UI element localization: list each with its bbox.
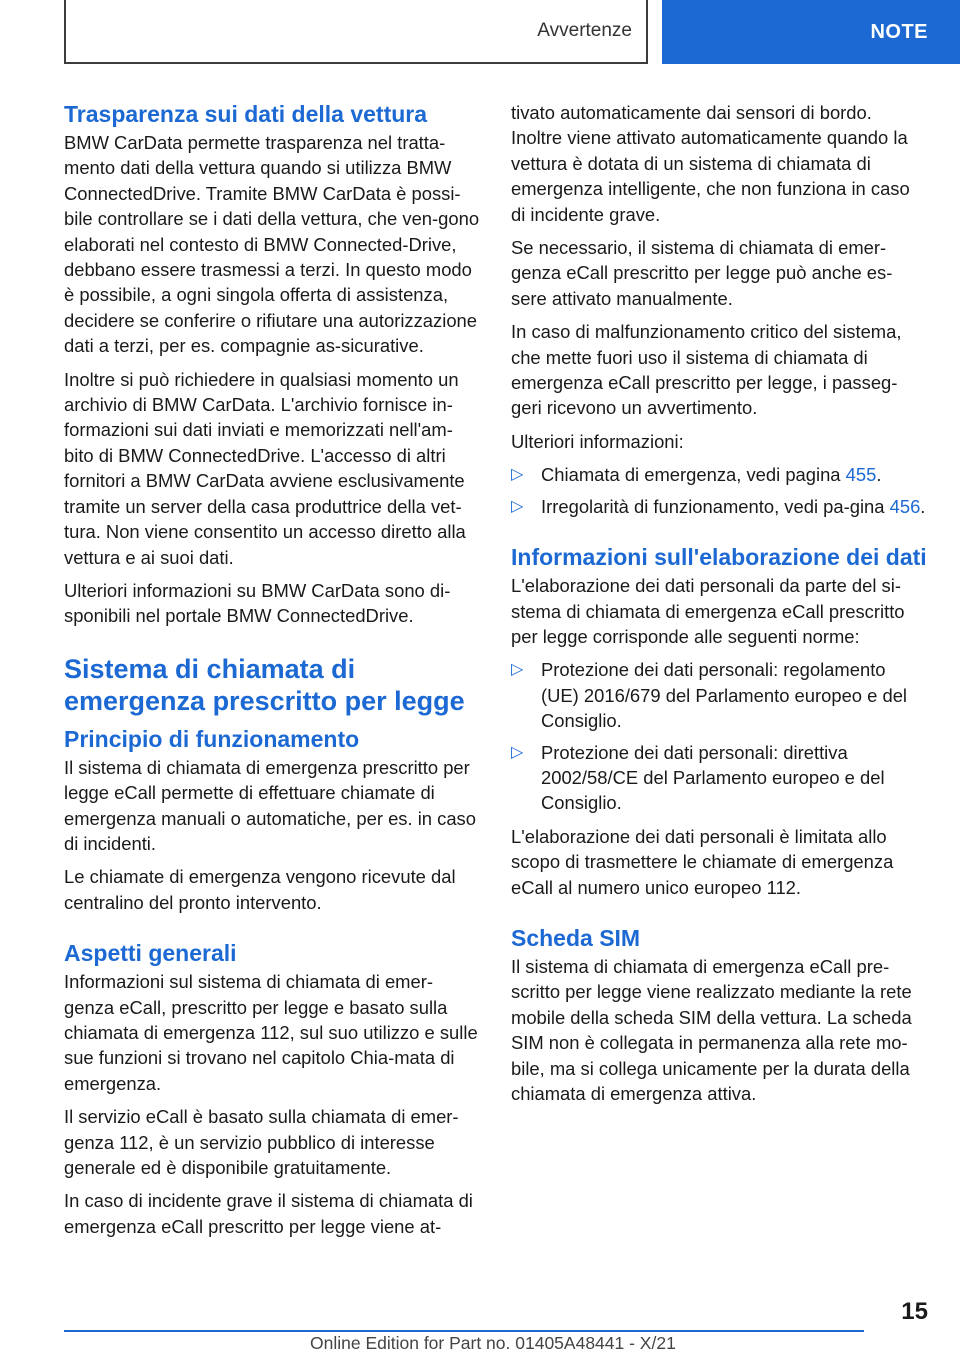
list-item: [511, 657, 927, 733]
triangle-bullet-icon: ▷: [511, 497, 524, 515]
footer-divider: [64, 1330, 864, 1332]
paragraph: Il servizio eCall è basato sulla chiamata di emer-genza 112, è un servizio pubblico di interesse generale ed è disponibile gratuitamente.: [64, 1106, 459, 1178]
list-item: ▷ Irregolarità di funzionamento, vedi pa-gina 456.: [511, 494, 927, 519]
list-item-text: Protezione dei dati personali: regolamento (UE) 2016/679 del Parlamento europeo e del Consiglio.: [541, 659, 908, 732]
heading-scheda-sim: Scheda SIM: [511, 924, 641, 951]
header-chapter-tab: [662, 0, 960, 64]
heading-aspetti: Aspetti generali: [64, 940, 237, 967]
footer-edition: Online Edition for Part no. 01405A48441 - X/21: [310, 1333, 676, 1353]
paragraph: Se necessario, il sistema di chiamata di emer-genza eCall prescritto per legge può anche es-sere attivato manualmente.: [511, 237, 893, 309]
heading-principio: Principio di funzionamento: [64, 725, 360, 752]
list-item-text: Chiamata di emergenza, vedi pagina: [541, 464, 846, 486]
paragraph: Il sistema di chiamata di emergenza eCall pre-scritto per legge viene realizzato mediante la rete mobile della scheda SIM della vettura. La scheda SIM non è collegata in permanenza alla rete mo-bile, ma si collega unicamente per la durata della chiamata di emergenza attiva.: [511, 955, 912, 1104]
reference-list: [511, 462, 927, 519]
paragraph: L'elaborazione dei dati personali è limitata allo scopo di trasmettere le chiamate di emergenza eCall al numero unico europeo 112.: [511, 825, 894, 898]
header-section-title: [64, 0, 648, 64]
heading-trasparenza: Trasparenza sui dati della vettura: [64, 101, 428, 127]
header-section-label: Avvertenze: [537, 20, 632, 41]
paragraph: Ulteriori informazioni:: [511, 430, 684, 452]
paragraph: In caso di malfunzionamento critico del sistema, che mette fuori uso il sistema di chiamata di emergenza eCall prescritto per legge, i passeg-geri ricevono un avvertimento.: [511, 321, 902, 419]
header-chapter-label: NOTE: [870, 20, 928, 43]
paragraph: Le chiamate di emergenza vengono ricevute dal centralino del pronto intervento.: [64, 866, 456, 913]
paragraph: In caso di incidente grave il sistema di chiamata di emergenza eCall prescritto per legge viene at-: [64, 1190, 473, 1237]
page-link[interactable]: 456: [889, 495, 921, 517]
paragraph: Informazioni sul sistema di chiamata di emer-genza eCall, prescritto per legge e basato sulla chiamata di emergenza 112, sul suo utilizzo e sulle sue funzioni si trovano nel capitolo Chia-mata di emergenza.: [64, 971, 478, 1094]
triangle-bullet-icon: ▷: [511, 466, 524, 484]
list-item-text: Irregolarità di funzionamento, vedi pa-gina: [541, 495, 890, 517]
triangle-bullet-icon: ▷: [511, 661, 524, 679]
heading-sistema-chiamata: Sistema di chiamata di emergenza prescritto per legge: [64, 653, 465, 716]
paragraph: BMW CarData permette trasparenza nel tratta-mento dati della vettura quando si utilizza BMW ConnectedDrive. Tramite BMW CarData è possi-bile controllare se i dati della vettura, che ven-gono elaborati nel contesto di BMW Connected-Drive, debbano essere trasmessi a terzi. In questo modo è possibile, a ogni singola offerta di assistenza, decidere se conferire o rifiutare una autorizzazione dati a terzi, per es. compagnie as-sicurative.: [64, 132, 480, 357]
list-item-text: Protezione dei dati personali: direttiva 2002/58/CE del Parlamento europeo e del Consiglio.: [541, 741, 885, 814]
paragraph: Ulteriori informazioni su BMW CarData sono di-sponibili nel portale BMW ConnectedDrive.: [64, 579, 451, 627]
heading-elaborazione: Informazioni sull'elaborazione dei dati: [511, 544, 927, 571]
paragraph: Il sistema di chiamata di emergenza prescritto per legge eCall permette di effettuare chiamate di emergenza manuali o automatiche, per es. in caso di incidenti.: [64, 756, 476, 854]
paragraph: L'elaborazione dei dati personali da parte del si-stema di chiamata di emergenza eCall prescritto per legge corrisponde alle seguenti norme:: [511, 575, 905, 647]
list-item: [511, 740, 927, 816]
page-number: 15: [901, 1298, 928, 1325]
page-link[interactable]: 455: [845, 464, 877, 486]
paragraph: Inoltre si può richiedere in qualsiasi momento un archivio di BMW CarData. L'archivio fornisce in-formazioni sui dati inviati e memorizzati nell'am-bito di BMW ConnectedDrive. L'accesso di altri fornitori a BMW CarData avviene esclusivamente tramite un server della casa produttrice della vet-tura. Non viene consentito un accesso diretto alla vettura e ai suoi dati.: [64, 368, 466, 568]
triangle-bullet-icon: ▷: [511, 743, 524, 761]
paragraph: tivato automaticamente dai sensori di bordo. Inoltre viene attivato automaticamente quando la vettura è dotata di un sistema di chiamata di emergenza intelligente, che non funziona in caso di incidente grave.: [511, 102, 910, 225]
norms-list: [511, 657, 927, 815]
list-item: ▷ Chiamata di emergenza, vedi pagina 455.: [511, 462, 927, 487]
left-column: [64, 100, 482, 1247]
right-column: [511, 100, 927, 1114]
